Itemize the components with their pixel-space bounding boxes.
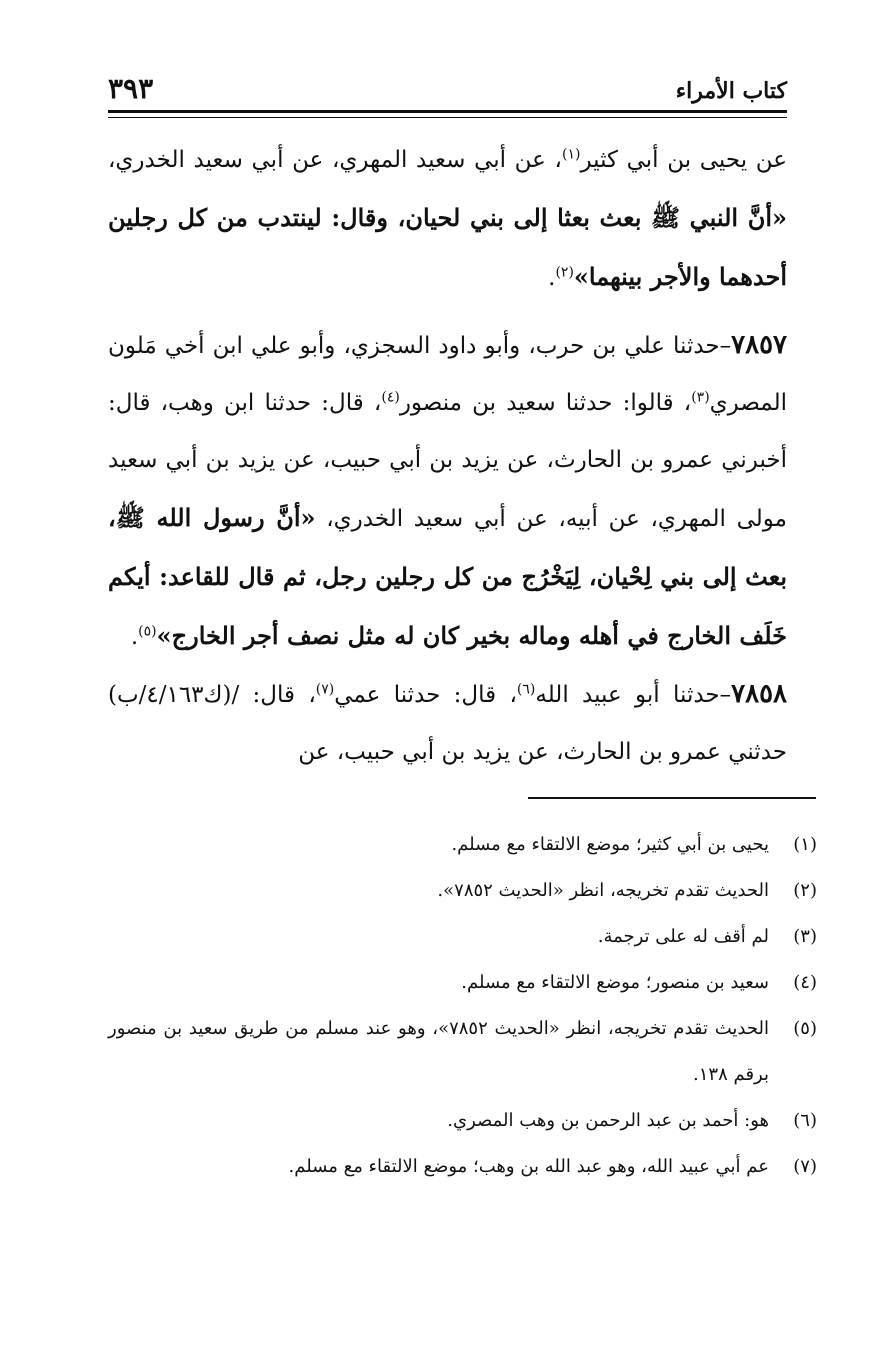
footnote-ref: (٣) [691,389,710,406]
footnote-ref: (١) [561,146,581,163]
footnote-ref: (٧) [315,681,335,698]
text: –حدثنا علي بن حرب، وأبو داود السجزي، وأبو علي ابن أخي مَلون المصري [108,333,788,416]
hadith-number: ٧٨٥٨ [731,679,787,709]
footnote-text: يحيى بن أبي كثير؛ موضع الالتقاء مع مسلم. [451,834,769,855]
text: ، قال: حدثنا ابن وهب، قال: أخبرني عمرو بن الحارث، عن يزيد بن أبي حبيب، عن يزيد بن أبي سعيد مولى المهري، عن أبيه، عن أبي سعيد الخدري، [108,390,787,532]
footnote-number: (٢) [793,880,817,901]
footnote-ref: (٤) [381,389,400,406]
text: ، قال: حدثنا عمي [334,682,517,708]
footnote-number: (٤) [793,972,817,993]
footnote-number: (٥) [793,1018,817,1039]
hadith-quote: «أنَّ النبي ﷺ بعث بعثا إلى بني لحيان، وقال: لينتدب من كل رجلين أحدهما والأجر بينهما» [108,203,787,291]
footnote-number: (٧) [793,1156,817,1177]
footnote-text: الحديث تقدم تخريجه، انظر «الحديث ٧٨٥٢»، وهو عند مسلم من طريق سعيد بن منصور برقم ١٣٨. [108,1018,769,1085]
text: –حدثنا أبو عبيد الله [535,682,732,708]
text: . [548,265,556,291]
header-rule-thick [108,110,787,113]
text: ، قالوا: حدثنا سعيد بن منصور [399,390,692,416]
paragraph-7857 [108,317,787,666]
footnote-number: (٣) [793,926,817,947]
footnote-ref: (٥) [138,623,157,640]
footnote-text: سعيد بن منصور؛ موضع الالتقاء مع مسلم. [461,972,769,993]
footnote-2 [108,868,817,914]
hadith-number: ٧٨٥٧ [731,330,787,360]
footnotes [108,822,817,1190]
text: ، قال: /(ك٤/١٦٣/ب) حدثني عمرو بن الحارث، عن يزيد بن أبي حبيب، عن [108,682,787,765]
footnote-text: هو: أحمد بن عبد الرحمن بن وهب المصري. [447,1110,769,1131]
footnote-4 [108,960,817,1006]
footnote-ref: (٦) [516,681,536,698]
footnote-6 [108,1098,817,1144]
paragraph-1 [108,132,787,307]
hadith-quote: «أنَّ رسول الله ﷺ، بعث إلى بني لِحْيان، لِيَخْرُج من كل رجلين رجل، ثم قال للقاعد: أيكم خَلَف الخارج في أهله وماله بخير كان له مثل نصف أجر الخارج» [108,503,787,650]
footnote-5 [108,1006,817,1098]
footnote-text: لم أقف له على ترجمة. [597,926,769,947]
header-rule-thin [108,117,787,118]
text: عن يحيى بن أبي كثير [580,147,787,173]
footnote-ref: (٢) [555,264,574,281]
footnote-1 [108,822,817,868]
paragraph-7858 [108,666,787,781]
main-text [108,132,787,781]
footnote-number: (٦) [793,1110,817,1131]
book-title: كتاب الأمراء [675,78,787,104]
page-number: ٣٩٣ [108,72,154,105]
footnote-text: الحديث تقدم تخريجه، انظر «الحديث ٧٨٥٢». [437,880,769,901]
footnote-7 [108,1144,817,1190]
footnote-text: عم أبي عبيد الله، وهو عبد الله بن وهب؛ موضع الالتقاء مع مسلم. [288,1156,769,1177]
footnote-separator [528,797,816,799]
running-header [108,72,787,112]
text: ، عن أبي سعيد المهري، عن أبي سعيد الخدري، [108,147,562,173]
footnote-number: (١) [793,834,817,855]
footnote-3 [108,914,817,960]
text: . [130,624,139,650]
